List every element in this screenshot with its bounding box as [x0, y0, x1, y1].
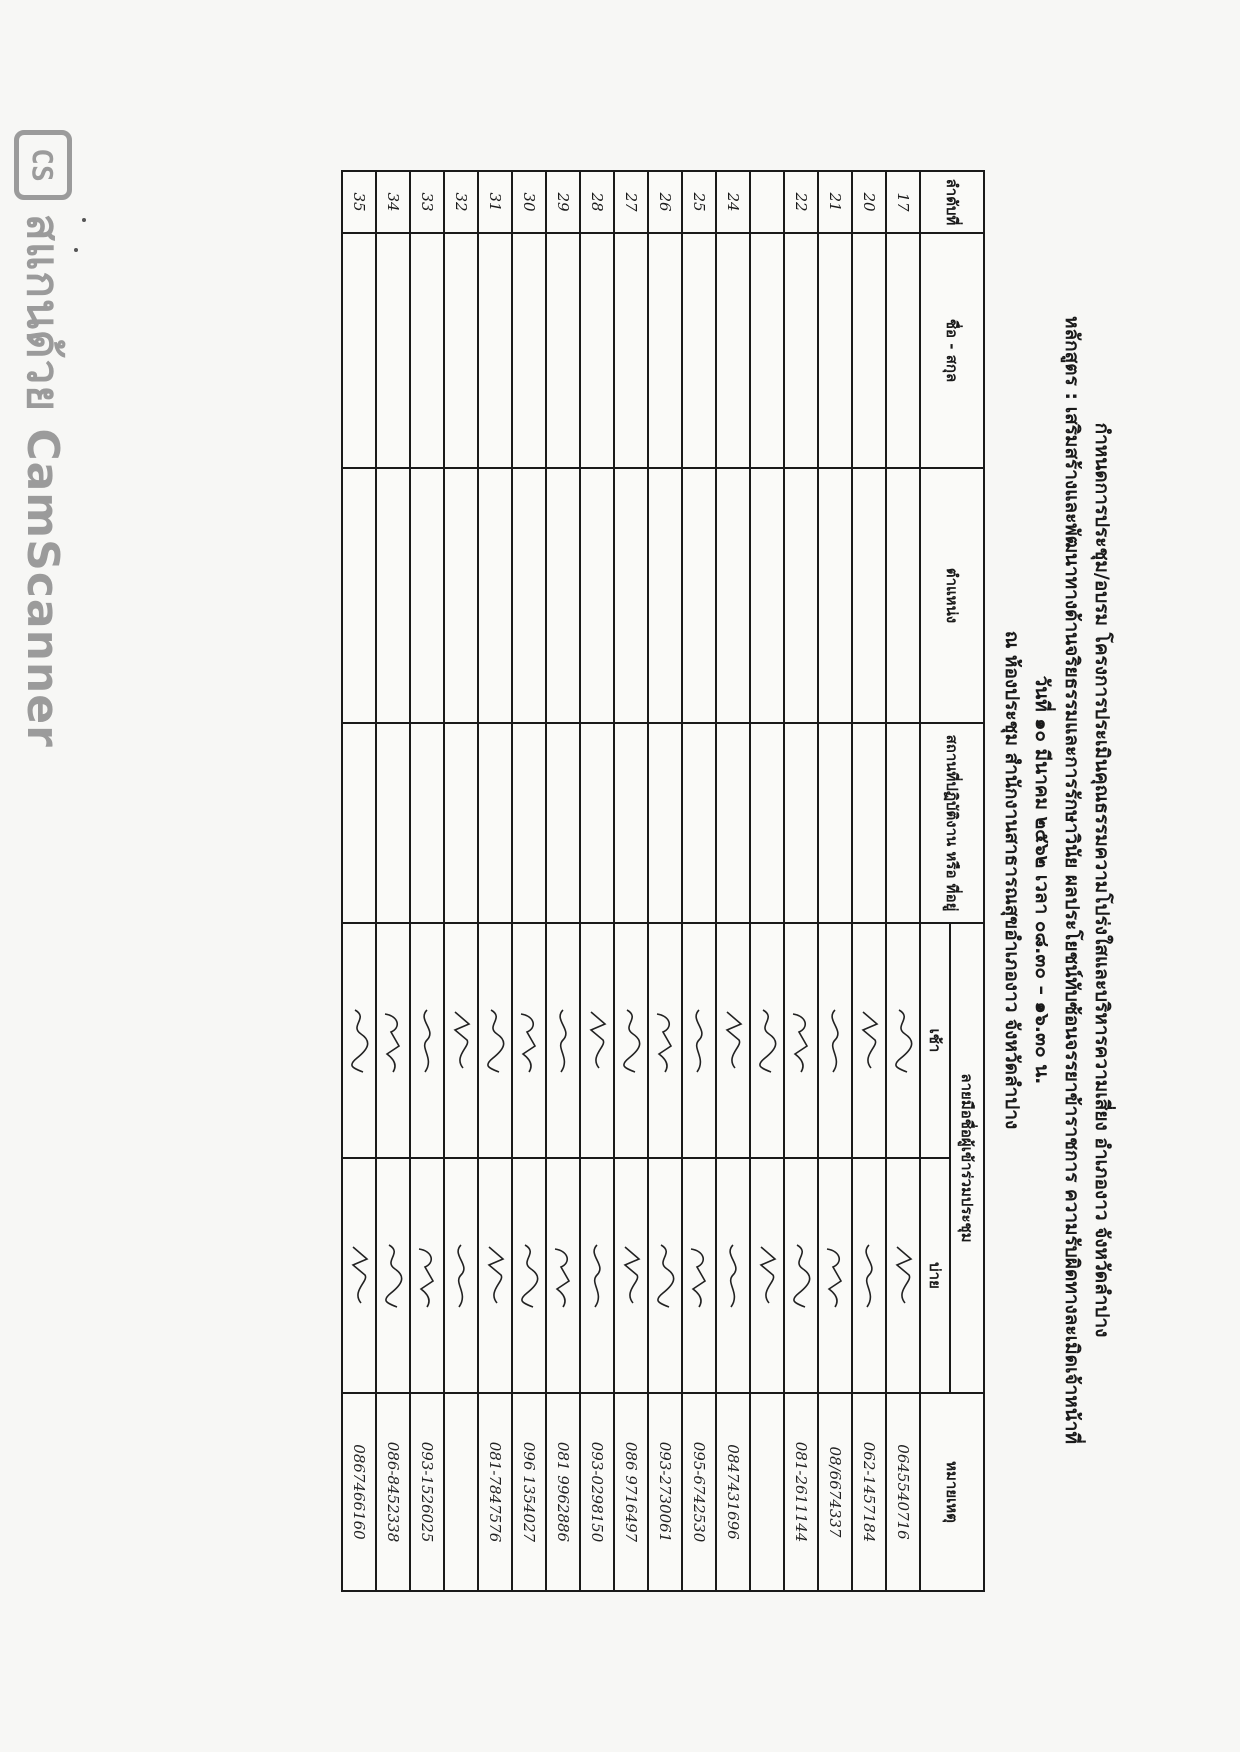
handwritten-signature [449, 1241, 473, 1311]
handwritten-signature [551, 1241, 575, 1311]
attendee-workplace [716, 723, 750, 923]
attendee-workplace [852, 723, 886, 923]
handwritten-signature [517, 1241, 541, 1311]
row-number: 20 [852, 171, 886, 233]
scan-speck [74, 248, 78, 252]
phone-number: 08/6674337 [818, 1393, 852, 1591]
attendee-position [512, 468, 546, 723]
attendee-name [852, 233, 886, 468]
attendee-name [614, 233, 648, 468]
handwritten-signature [687, 1241, 711, 1311]
camscanner-watermark [8, 130, 78, 748]
attendee-name [546, 233, 580, 468]
handwritten-signature [585, 1006, 609, 1076]
date-time: วันที่ ๑๐ มีนาคม ๒๕๖๒ เวลา ๐๘.๓๐ – ๑๖.๓๐ น. [1031, 675, 1053, 1085]
row-number: 31 [478, 171, 512, 233]
camscanner-logo-icon: CS [14, 130, 72, 200]
handwritten-signature [789, 1006, 813, 1076]
attendee-position [784, 468, 818, 723]
handwritten-signature [449, 1006, 473, 1076]
morning-signature [648, 923, 682, 1158]
attendee-position [342, 468, 376, 723]
camscanner-text: สแกนด้วย CamScanner [17, 214, 68, 748]
handwritten-signature [551, 1006, 575, 1076]
handwritten-signature [483, 1241, 507, 1311]
morning-signature [818, 923, 852, 1158]
attendee-position [614, 468, 648, 723]
afternoon-signature [376, 1158, 410, 1393]
attendee-workplace [410, 723, 444, 923]
venue: ณ ห้องประชุม สำนักงานสาธารณสุขอำเภองาว จังหวัดลำปาง [1001, 630, 1023, 1130]
handwritten-signature [381, 1241, 405, 1311]
phone-number: 081-2611144 [784, 1393, 818, 1591]
table-row [342, 171, 376, 1591]
handwritten-signature [415, 1241, 439, 1311]
row-number [750, 171, 784, 233]
row-number: 32 [444, 171, 478, 233]
phone-number: 095-6742530 [682, 1393, 716, 1591]
morning-signature [444, 923, 478, 1158]
attendee-position [580, 468, 614, 723]
phone-number: 0645540716 [886, 1393, 920, 1591]
afternoon-signature [478, 1158, 512, 1393]
morning-signature [886, 923, 920, 1158]
afternoon-signature [886, 1158, 920, 1393]
col-morning-header: เช้า [920, 923, 950, 1158]
afternoon-signature [512, 1158, 546, 1393]
handwritten-signature [619, 1006, 643, 1076]
attendee-workplace [376, 723, 410, 923]
table-row [478, 171, 512, 1591]
handwritten-signature [347, 1006, 371, 1076]
attendee-name [716, 233, 750, 468]
afternoon-signature [784, 1158, 818, 1393]
attendee-name [818, 233, 852, 468]
handwritten-signature [687, 1006, 711, 1076]
attendee-position [750, 468, 784, 723]
afternoon-signature [580, 1158, 614, 1393]
attendee-name [376, 233, 410, 468]
document-title: กำหนดการประชุม/อบรม โครงการประเมินคุณธรรมความโปร่งใสและบริหารความเสี่ยง อำเภองาว จังหวัดลำปาง [1091, 422, 1113, 1338]
phone-number: 096 1354027 [512, 1393, 546, 1591]
table-row [648, 171, 682, 1591]
row-number: 24 [716, 171, 750, 233]
row-number: 34 [376, 171, 410, 233]
afternoon-signature [648, 1158, 682, 1393]
table-row [410, 171, 444, 1591]
morning-signature [716, 923, 750, 1158]
course-title: หลักสูตร : เสริมสร้างและพัฒนาทางด้านจริยธรรมและการรักษาวินัย ผลประโยชน์ทับซ้อนจรรยาข้าราชการ ความรับผิดทางละเมิดเจ้าหน้าที่ [1061, 316, 1083, 1444]
attendance-table [341, 170, 985, 1592]
handwritten-signature [347, 1241, 371, 1311]
attendee-position [886, 468, 920, 723]
table-row [614, 171, 648, 1591]
morning-signature [580, 923, 614, 1158]
attendee-position [648, 468, 682, 723]
handwritten-signature [721, 1241, 745, 1311]
phone-number: 093-2730061 [648, 1393, 682, 1591]
attendee-name [750, 233, 784, 468]
afternoon-signature [410, 1158, 444, 1393]
morning-signature [682, 923, 716, 1158]
phone-number: 062-1457184 [852, 1393, 886, 1591]
attendee-name [410, 233, 444, 468]
attendee-workplace [546, 723, 580, 923]
attendee-position [410, 468, 444, 723]
table-row [512, 171, 546, 1591]
row-number: 25 [682, 171, 716, 233]
attendee-name [648, 233, 682, 468]
handwritten-signature [721, 1006, 745, 1076]
attendee-workplace [818, 723, 852, 923]
phone-number [750, 1393, 784, 1591]
handwritten-signature [653, 1241, 677, 1311]
attendee-name [784, 233, 818, 468]
handwritten-signature [755, 1006, 779, 1076]
afternoon-signature [852, 1158, 886, 1393]
morning-signature [614, 923, 648, 1158]
handwritten-signature [619, 1241, 643, 1311]
morning-signature [478, 923, 512, 1158]
attendee-workplace [648, 723, 682, 923]
col-position-header: ตำแหน่ง [920, 468, 984, 723]
handwritten-signature [823, 1241, 847, 1311]
phone-number: 093-1526025 [410, 1393, 444, 1591]
table-row [818, 171, 852, 1591]
table-row [716, 171, 750, 1591]
attendee-position [546, 468, 580, 723]
attendee-position [716, 468, 750, 723]
row-number: 33 [410, 171, 444, 233]
col-remark-header: หมายเหตุ [920, 1393, 984, 1591]
attendee-name [682, 233, 716, 468]
attendee-workplace [886, 723, 920, 923]
col-workplace-header: สถานที่ปฏิบัติงาน หรือ ที่อยู่ [920, 723, 984, 923]
handwritten-signature [755, 1241, 779, 1311]
row-number: 35 [342, 171, 376, 233]
phone-number: 081-7847576 [478, 1393, 512, 1591]
row-number: 26 [648, 171, 682, 233]
afternoon-signature [716, 1158, 750, 1393]
attendee-workplace [580, 723, 614, 923]
handwritten-signature [857, 1241, 881, 1311]
handwritten-signature [517, 1006, 541, 1076]
phone-number: 086 9716497 [614, 1393, 648, 1591]
handwritten-signature [891, 1006, 915, 1076]
table-row [546, 171, 580, 1591]
row-number: 27 [614, 171, 648, 233]
table-row [444, 171, 478, 1591]
afternoon-signature [682, 1158, 716, 1393]
handwritten-signature [585, 1241, 609, 1311]
morning-signature [342, 923, 376, 1158]
table-row [784, 171, 818, 1591]
attendee-name [478, 233, 512, 468]
row-number: 22 [784, 171, 818, 233]
phone-number [444, 1393, 478, 1591]
attendee-workplace [750, 723, 784, 923]
afternoon-signature [546, 1158, 580, 1393]
handwritten-signature [891, 1241, 915, 1311]
attendee-workplace [478, 723, 512, 923]
scan-speck [82, 218, 86, 222]
col-name-header: ชื่อ - สกุล [920, 233, 984, 468]
attendee-position [818, 468, 852, 723]
col-signature-header: ลายมือชื่อผู้เข้าร่วมประชุม [950, 923, 984, 1393]
row-number: 29 [546, 171, 580, 233]
table-row [376, 171, 410, 1591]
afternoon-signature [750, 1158, 784, 1393]
handwritten-signature [653, 1006, 677, 1076]
morning-signature [410, 923, 444, 1158]
afternoon-signature [614, 1158, 648, 1393]
afternoon-signature [818, 1158, 852, 1393]
phone-number: 0867466160 [342, 1393, 376, 1591]
handwritten-signature [483, 1006, 507, 1076]
table-row [682, 171, 716, 1591]
table-row [886, 171, 920, 1591]
row-number: 17 [886, 171, 920, 233]
attendance-sheet [345, 170, 1125, 1590]
attendee-position [852, 468, 886, 723]
row-number: 28 [580, 171, 614, 233]
handwritten-signature [823, 1006, 847, 1076]
table-row [852, 171, 886, 1591]
phone-number: 093-0298150 [580, 1393, 614, 1591]
morning-signature [546, 923, 580, 1158]
attendee-workplace [784, 723, 818, 923]
attendee-name [886, 233, 920, 468]
attendee-position [478, 468, 512, 723]
table-row [580, 171, 614, 1591]
attendee-position [376, 468, 410, 723]
attendee-position [444, 468, 478, 723]
attendee-name [580, 233, 614, 468]
morning-signature [376, 923, 410, 1158]
attendee-name [342, 233, 376, 468]
morning-signature [512, 923, 546, 1158]
handwritten-signature [415, 1006, 439, 1076]
afternoon-signature [342, 1158, 376, 1393]
attendee-name [444, 233, 478, 468]
row-number: 21 [818, 171, 852, 233]
handwritten-signature [789, 1241, 813, 1311]
table-row [750, 171, 784, 1591]
phone-number: 081 9962886 [546, 1393, 580, 1591]
attendee-position [682, 468, 716, 723]
afternoon-signature [444, 1158, 478, 1393]
morning-signature [750, 923, 784, 1158]
attendee-name [512, 233, 546, 468]
col-no-header: ลำดับที่ [920, 171, 984, 233]
attendee-workplace [342, 723, 376, 923]
handwritten-signature [857, 1006, 881, 1076]
morning-signature [784, 923, 818, 1158]
phone-number: 0847431696 [716, 1393, 750, 1591]
attendee-workplace [682, 723, 716, 923]
attendee-workplace [512, 723, 546, 923]
col-afternoon-header: บ่าย [920, 1158, 950, 1393]
attendee-workplace [444, 723, 478, 923]
phone-number: 086-8452338 [376, 1393, 410, 1591]
row-number: 30 [512, 171, 546, 233]
handwritten-signature [381, 1006, 405, 1076]
morning-signature [852, 923, 886, 1158]
attendee-workplace [614, 723, 648, 923]
